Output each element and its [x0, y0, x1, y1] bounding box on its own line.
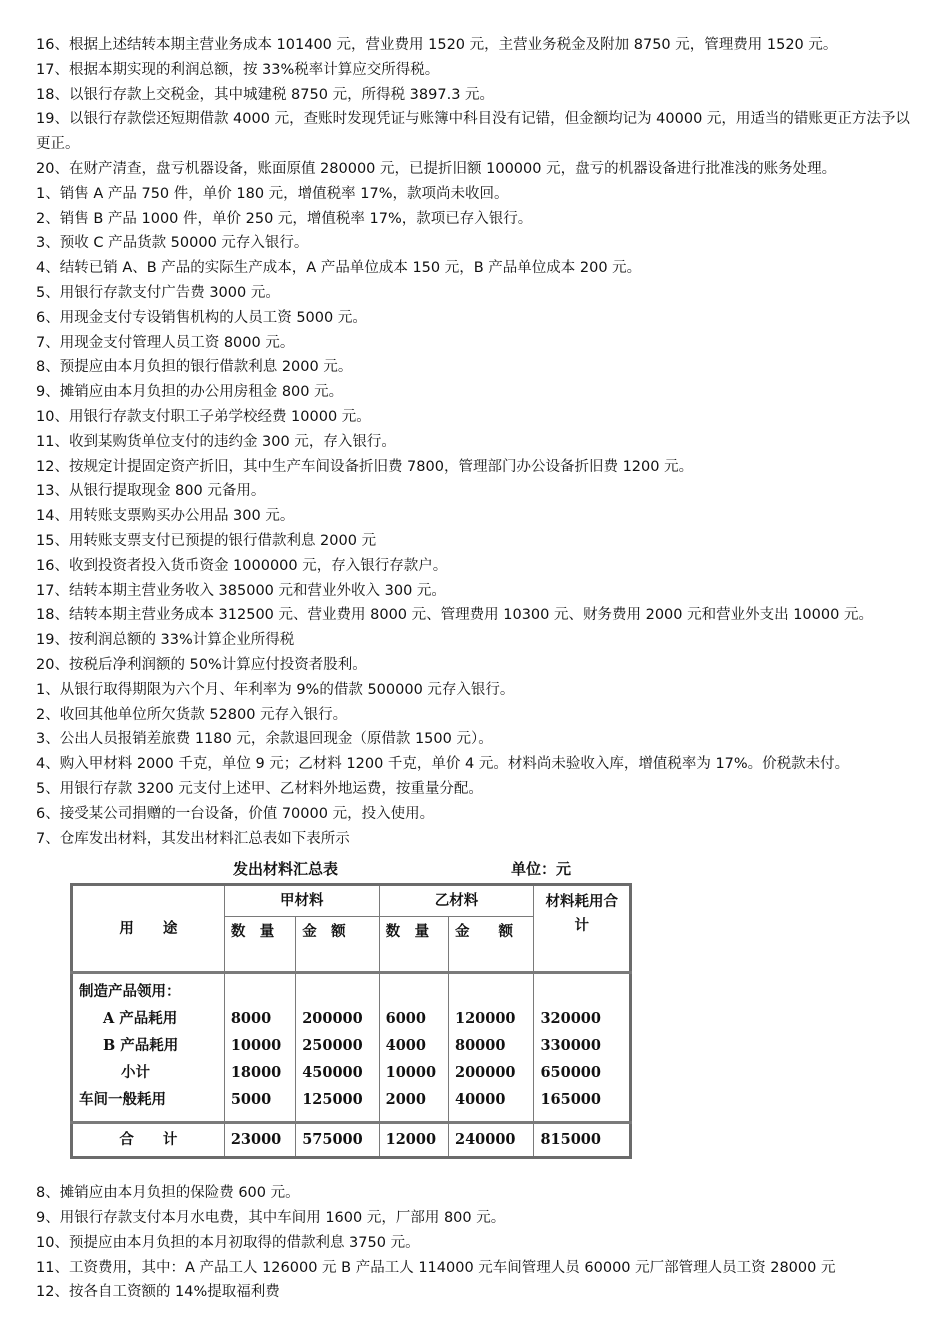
text-line: 17、结转本期主营业务收入 385000 元和营业外收入 300 元。 [36, 582, 446, 599]
text-line: 7、用现金支付管理人员工资 8000 元。 [36, 334, 295, 351]
col-yi-amt [448, 973, 533, 1123]
table-title: 发出材料汇总表 [233, 860, 339, 879]
cell: 320000 [540, 1010, 601, 1028]
cell: 650000 [540, 1064, 601, 1082]
header-yi-amt: 金 额 [448, 917, 533, 973]
text-line: 1、从银行取得期限为六个月、年利率为 9%的借款 500000 元存入银行。 [36, 681, 515, 698]
text-line: 3、预收 C 产品货款 50000 元存入银行。 [36, 235, 309, 252]
cell: 330000 [540, 1037, 601, 1055]
text-line: 19、按利润总额的 33%计算企业所得税 [36, 632, 295, 649]
sum-cell: 12000 [379, 1123, 448, 1158]
text-line: 4、结转已销 A、B 产品的实际生产成本，A 产品单位成本 150 元，B 产品单位成本 200 元。 [36, 260, 642, 277]
row-label: 小计 [121, 1064, 150, 1082]
text-line: 7、仓库发出材料，其发出材料汇总表如下表所示 [36, 830, 350, 847]
cell: 165000 [540, 1091, 601, 1109]
col-use [72, 973, 225, 1123]
text-line: 6、用现金支付专设销售机构的人员工资 5000 元。 [36, 309, 367, 326]
cell: 18000 [230, 1064, 282, 1082]
header-use: 用 途 [72, 885, 225, 973]
table-caption [36, 855, 921, 883]
cell [231, 978, 289, 1005]
text-line: 5、用银行存款支付广告费 3000 元。 [36, 284, 280, 301]
cell: 200000 [302, 1010, 363, 1028]
cell: 4000 [385, 1037, 426, 1055]
text-line: 20、按税后净利润额的 50%计算应付投资者股利。 [36, 656, 367, 673]
text-line: 18、结转本期主营业务成本 312500 元、营业费用 8000 元、管理费用 10300 元、财务费用 2000 元和营业外支出 10000 元。 [36, 607, 873, 624]
text-line: 19、以银行存款偿还短期借款 4000 元，查账时发现凭证与账簿中科目没有记错，但金额均记为 40000 元，用适当的错账更正方法予以更正。 [36, 111, 910, 153]
table-unit: 单位：元 [511, 860, 572, 879]
sum-cell: 815000 [534, 1123, 631, 1158]
table-sum-row [72, 1123, 631, 1158]
text-line: 16、收到投资者投入货币资金 1000000 元，存入银行存款户。 [36, 557, 448, 574]
cell: 10000 [385, 1064, 437, 1082]
cell [455, 978, 527, 1005]
text-line: 10、预提应由本月负担的本月初取得的借款利息 3750 元。 [36, 1234, 420, 1251]
cell: 125000 [302, 1091, 363, 1109]
text-line: 1、销售 A 产品 750 件，单价 180 元，增值税率 17%，款项尚未收回。 [36, 185, 509, 202]
text-line: 4、购入甲材料 2000 千克，单位 9 元；乙材料 1200 千克，单价 4 元。材料尚未验收入库，增值税率为 17%。价税款未付。 [36, 756, 850, 773]
cell [302, 978, 372, 1005]
text-line: 12、按各自工资额的 14%提取福利费 [36, 1284, 280, 1301]
text-line: 15、用转账支票支付已预提的银行借款利息 2000 元 [36, 532, 377, 549]
text-line: 13、从银行提取现金 800 元备用。 [36, 483, 266, 500]
col-jia-amt [296, 973, 379, 1123]
cell [386, 978, 442, 1005]
cell: 8000 [230, 1010, 272, 1028]
header-yi-qty: 数 量 [379, 917, 448, 973]
text-line: 9、摊销应由本月负担的办公用房租金 800 元。 [36, 384, 344, 401]
col-yi-qty [379, 973, 448, 1123]
cell [540, 978, 623, 1005]
sum-label: 合 计 [72, 1123, 225, 1158]
text-line: 18、以银行存款上交税金，其中城建税 8750 元，所得税 3897.3 元。 [36, 86, 495, 103]
document-page [36, 33, 921, 1305]
row-label: 车间一般耗用 [79, 1091, 166, 1109]
text-line: 11、收到某购货单位支付的违约金 300 元，存入银行。 [36, 433, 396, 450]
col-total [534, 973, 631, 1123]
cell: 6000 [385, 1010, 426, 1028]
text-line: 16、根据上述结转本期主营业务成本 101400 元，营业费用 1520 元，主营业务税金及附加 8750 元，管理费用 1520 元。 [36, 37, 838, 53]
text-line: 17、根据本期实现的利润总额，按 33%税率计算应交所得税。 [36, 61, 440, 78]
row-label: 制造产品领用： [79, 983, 181, 1001]
material-summary-table [70, 883, 632, 1159]
cell: 5000 [230, 1091, 272, 1109]
text-line: 10、用银行存款支付职工子弟学校经费 10000 元。 [36, 408, 371, 425]
header-jia-amt: 金 额 [296, 917, 379, 973]
text-line: 14、用转账支票购买办公用品 300 元。 [36, 508, 295, 525]
cell: 200000 [454, 1064, 516, 1082]
text-line: 2、收回其他单位所欠货款 52800 元存入银行。 [36, 706, 348, 723]
sum-cell: 23000 [224, 1123, 295, 1158]
text-line: 9、用银行存款支付本月水电费，其中车间用 1600 元，厂部用 800 元。 [36, 1210, 506, 1227]
header-jia: 甲材料 [224, 885, 379, 917]
text-line: 8、摊销应由本月负担的保险费 600 元。 [36, 1185, 300, 1202]
text-line: 3、公出人员报销差旅费 1180 元，余款退回现金（原借款 1500 元）。 [36, 731, 493, 748]
text-line: 6、接受某公司捐赠的一台设备，价值 70000 元，投入使用。 [36, 805, 435, 822]
table-body-rows [72, 973, 631, 1123]
header-yi: 乙材料 [379, 885, 534, 917]
cell: 80000 [454, 1037, 506, 1055]
row-label: A 产品耗用 [103, 1010, 178, 1028]
cell: 10000 [230, 1037, 282, 1055]
cell: 120000 [454, 1010, 516, 1028]
row-label: B 产品耗用 [103, 1037, 179, 1055]
cell: 250000 [302, 1037, 363, 1055]
cell: 450000 [302, 1064, 363, 1082]
header-total: 材料耗用合计 [534, 885, 631, 973]
text-line: 5、用银行存款 3200 元支付上述甲、乙材料外地运费，按重量分配。 [36, 780, 483, 797]
text-line: 11、工资费用，其中：A 产品工人 126000 元 B 产品工人 114000 元车间管理人员 60000 元厂部管理人员工资 28000 元 [36, 1259, 836, 1276]
sum-cell: 575000 [296, 1123, 379, 1158]
header-jia-qty: 数 量 [224, 917, 295, 973]
cell: 40000 [454, 1091, 506, 1109]
text-line: 2、销售 B 产品 1000 件，单价 250 元，增值税率 17%，款项已存入银行。 [36, 210, 533, 227]
text-after-table [36, 1181, 921, 1305]
cell: 2000 [385, 1091, 426, 1109]
col-jia-qty [224, 973, 295, 1123]
text-line: 8、预提应由本月负担的银行借款利息 2000 元。 [36, 359, 353, 376]
text-line: 20、在财产清查，盘亏机器设备，账面原值 280000 元，已提折旧额 100000 元，盘亏的机器设备进行批准浅的账务处理。 [36, 160, 837, 177]
text-line: 12、按规定计提固定资产折旧，其中生产车间设备折旧费 7800，管理部门办公设备折旧费 1200 元。 [36, 458, 694, 475]
sum-cell: 240000 [448, 1123, 533, 1158]
